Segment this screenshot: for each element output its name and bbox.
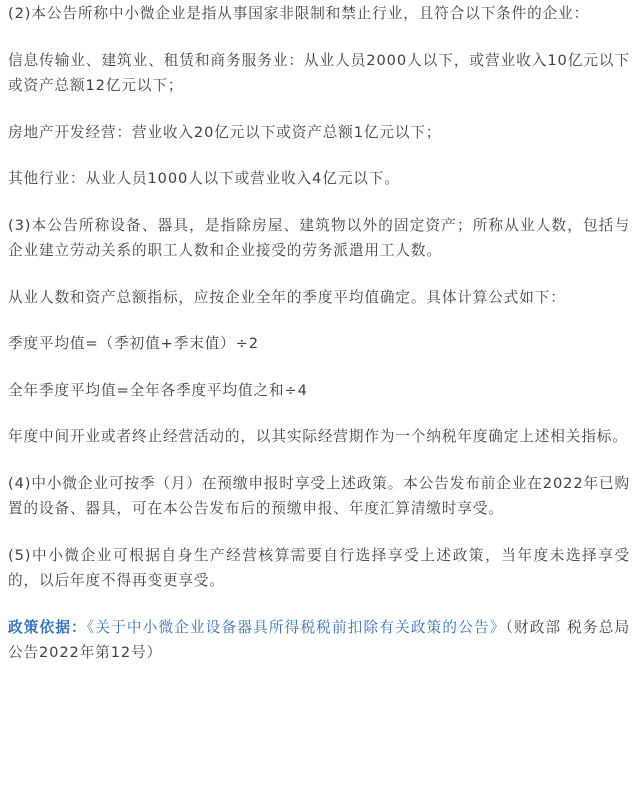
article-body	[8, 1, 630, 666]
policy-basis-source: （财政部 税务总局公告2022年第12号）	[8, 618, 630, 661]
paragraph-self-selection: (5)中小微企业可根据自身生产经营核算需要自行选择享受上述政策，当年度未选择享受的，以后年度不得再变更享受。	[8, 546, 630, 589]
paragraph-it-construction-criteria: 信息传输业、建筑业、租赁和商务服务业：从业人员2000人以下，或营业收入10亿元以下或资产总额12亿元以下；	[8, 51, 630, 94]
paragraph-sme-definition: (2)本公告所称中小微企业是指从事国家非限制和禁止行业，且符合以下条件的企业：	[8, 5, 590, 22]
paragraph-real-estate-criteria: 房地产开发经营：营业收入20亿元以下或资产总额1亿元以下；	[8, 123, 442, 141]
formula-quarterly-average: 季度平均值=（季初值+季末值）÷2	[8, 335, 259, 352]
paragraph-indicator-method: 从业人数和资产总额指标，应按企业全年的季度平均值确定。具体计算公式如下：	[8, 288, 566, 306]
paragraph-mid-year-operations: 年度中间开业或者终止经营活动的，以其实际经营期作为一个纳税年度确定上述相关指标。	[8, 428, 628, 445]
policy-basis-label: 政策依据：	[8, 618, 87, 636]
paragraph-equipment-definition: (3)本公告所称设备、器具，是指除房屋、建筑物以外的固定资产；所称从业人数，包括与企业建立劳动关系的职工人数和企业接受的劳务派遣用工人数。	[8, 216, 630, 259]
formula-annual-average: 全年季度平均值=全年各季度平均值之和÷4	[8, 381, 308, 399]
paragraph-prepayment-declaration: (4)中小微企业可按季（月）在预缴申报时享受上述政策。本公告发布前企业在2022年已购置的设备、器具，可在本公告发布后的预缴申报、年度汇算清缴时享受。	[8, 474, 630, 517]
policy-basis-document-title: 《关于中小微企业设备器具所得税税前扣除有关政策的公告》	[86, 618, 506, 636]
paragraph-other-industries-criteria: 其他行业：从业人员1000人以下或营业收入4亿元以下。	[8, 170, 400, 187]
policy-basis	[8, 615, 630, 666]
